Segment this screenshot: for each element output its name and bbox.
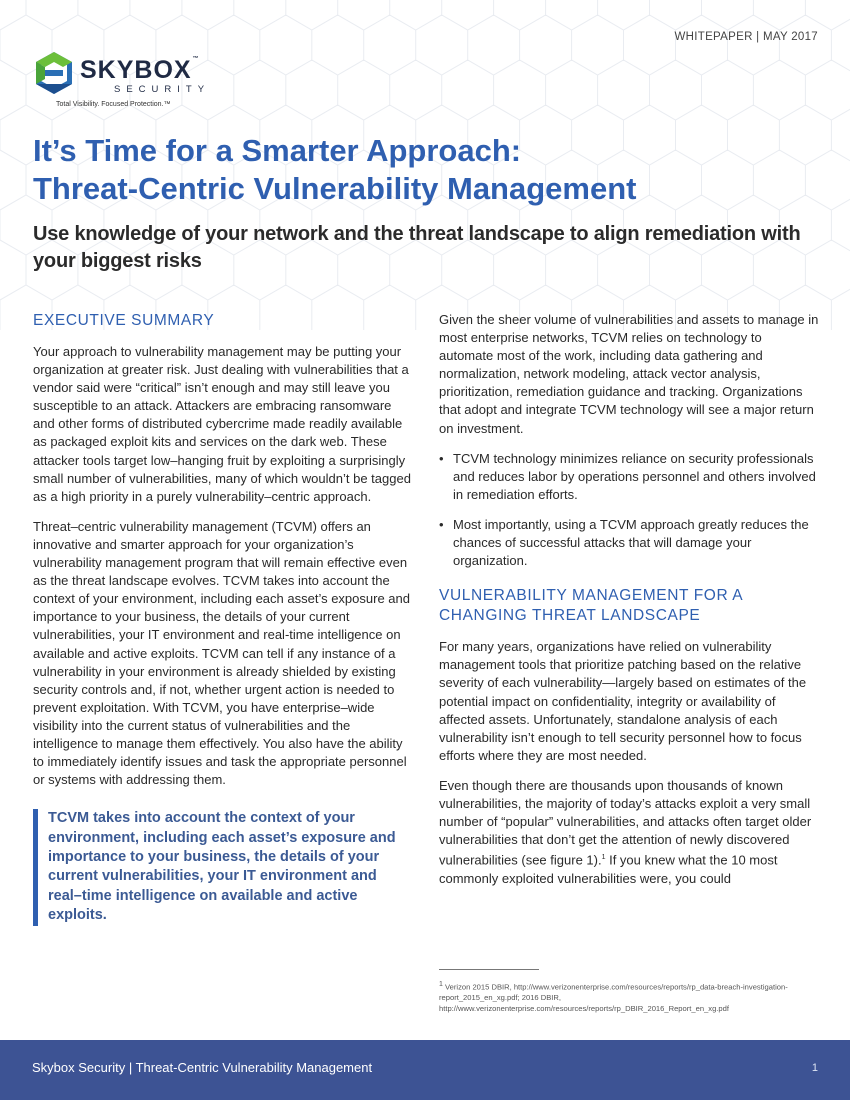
list-item: • Most importantly, using a TCVM approach greatly reduces the chances of successful attacks that will damage your organization. bbox=[439, 516, 819, 570]
list-item: • TCVM technology minimizes reliance on security professionals and reduces labor by operations personnel and others involved in remediation efforts. bbox=[439, 450, 819, 504]
page-title bbox=[33, 132, 813, 208]
logo-subtitle: SECURITY bbox=[114, 84, 211, 95]
paragraph: Threat–centric vulnerability management (TCVM) offers an innovative and smarter approach for your organization’s vulnerability management program that will remain effective even as the threat landscape evolves. TCVM takes into account the context of your environment, including each asset’s exposure and importance to your business, the details of your current vulnerabilities, your IT environment and real-time intelligence on available and active exploits. TCVM can tell if any instance of a vulnerability in your environment is already shielded by existing security controls and, if not, whether urgent action is needed to prevent exploitation. With TCVM, you have enterprise–wide visibility into the current status of vulnerabilities and the intelligence to manage them effectively. You also have the ability to immediately identify issues and task the appropriate personnel or systems with addressing them. bbox=[33, 518, 410, 788]
right-column bbox=[439, 311, 819, 900]
bullet-list bbox=[439, 450, 819, 571]
page-title-line-1: It’s Time for a Smarter Approach: bbox=[33, 133, 522, 168]
page-title-line-2: Threat-Centric Vulnerability Management bbox=[33, 171, 637, 206]
skybox-logo bbox=[32, 50, 252, 112]
page-number: 1 bbox=[811, 1062, 818, 1074]
pull-quote: TCVM takes into account the context of your environment, including each asset’s exposure and importance to your business, the details of your current vulnerabilities, your IT environment and real–time intelligence on available and active exploits. bbox=[33, 809, 411, 925]
paragraph: For many years, organizations have relied on vulnerability management tools that prioritize patching based on the relative severity of each vulnerability—largely based on estimates of the potential impact on confidentiality, integrity or availability of affected assets. Unfortunately, standalone analysis of each vulnerability isn’t enough to tell security personnel how to focus efforts where they are most needed. bbox=[439, 639, 807, 763]
skybox-cube-icon bbox=[32, 50, 76, 96]
footnote-reference[interactable]: 1 bbox=[601, 854, 606, 862]
page-footer bbox=[0, 1040, 850, 1100]
footnote: $^1$ Verizon 2015 DBIR, http://www.verizonenterprise.com/resources/reports/rp_data-breach-investigation-report_2015_en_xg.pdf; 2016 DBIR, http://www.verizonenterprise.com/resources/reports/rp_DBIR_2016_Report_en_xg.pdf bbox=[439, 981, 788, 1013]
document-type-date: WHITEPAPER | MAY 2017 bbox=[674, 31, 818, 43]
vulnerability-management-heading: VULNERABILITY MANAGEMENT FOR A CHANGING THREAT LANDSCAPE bbox=[439, 587, 743, 625]
logo-tagline: Total Visibility. Focused Protection.™ bbox=[56, 101, 171, 108]
paragraph: Given the sheer volume of vulnerabilities and assets to manage in most enterprise networks, TCVM relies on technology to automate most of the work, including data gathering and normalization, network modeling, attack vector analysis, prioritization, remediation guidance and tracking. Organizations that adopt and integrate TCVM technology will see a major return on investment. bbox=[439, 312, 819, 436]
footnote-divider bbox=[439, 969, 539, 970]
paragraph: Even though there are thousands upon thousands of known vulnerabilities, the majority of today’s attacks exploit a very small number of “popular” vulnerabilities, and attacks often target older vulnerabilities that don’t get the attention of newly discovered vulnerabilities (see figure 1).$^1$ If you knew what the 10 most commonly exploited vulnerabilities were, you could bbox=[439, 777, 812, 886]
page-subtitle: Use knowledge of your network and the threat landscape to align remediation with your biggest risks bbox=[33, 223, 801, 272]
paragraph: Your approach to vulnerability management may be putting your organization at greater risk. Just dealing with vulnerabilities that a vendor said were “critical” isn’t enough and may still leave you susceptible to an attack. Attackers are embracing ransomware and other forms of distributed cybercrime made readily available as packaged exploit kits and services on the dark web. These attacker tools target low–hanging fruit by exploiting a surprisingly small number of vulnerabilities, many of which wouldn’t be tagged as a high priority in a purely vulnerability–centric approach. bbox=[33, 344, 411, 504]
logo-wordmark: SKYBOX™ bbox=[80, 56, 200, 84]
executive-summary-heading: EXECUTIVE SUMMARY bbox=[33, 312, 215, 329]
left-column bbox=[33, 311, 411, 926]
footer-title: Skybox Security | Threat-Centric Vulnerability Management bbox=[32, 1060, 373, 1075]
